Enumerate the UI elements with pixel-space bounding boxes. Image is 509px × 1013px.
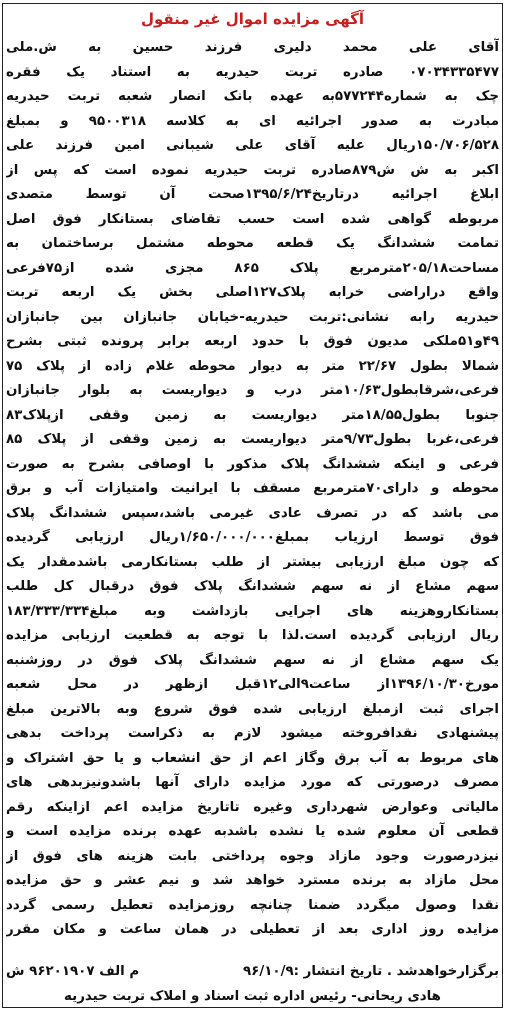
body-line: می باشد که در تصرف عادی غیرمی باشد،سپس ششدانگ پلاک [6, 505, 499, 521]
publish-date: تاریخ انتشار :۹۶/۱۰/۹ [243, 964, 383, 979]
body-line: فوق توسط ارزیاب بمبلغ۱/۶۵۰/۰۰۰/۰۰۰ریال ارزیابی گردیده [6, 530, 499, 545]
notice-body [6, 36, 499, 943]
body-line: بستانکاروهزینه های اجرایی بازداشت وبه مبلغ۱۸۳/۳۳۳/۳۳۴ [6, 603, 499, 619]
body-line: یک سهم مشاع از نه سهم ششدانگ پلاک فوق در روزشنبه [6, 652, 499, 668]
body-line: محوطه و دارای۷۰مترمربع مسقف با ایرانیت وامتیازات آب و برق [6, 481, 499, 496]
body-line: فرعی،غربا بطول۹/۷۳متر دیواریست به زمین وقفی از پلاک ۸۵ [6, 432, 499, 447]
body-line: سهم مشاع از نه سهم ششدانگ پلاک فوق درقبال کل طلب [6, 579, 499, 594]
body-line: مساحت۲۰۵/۱۸مترمربع پلاک ۸۶۵ مجزی شده از۷۵فرعی [6, 260, 499, 276]
body-line: نقدا وصول میگردد ضمنا چنانچه روزمزایده تعطیل رسمی گردد [6, 897, 499, 913]
body-line: مالیاتی وعوارض شهرداری وغیره تاتاریخ مزایده اعم ازاینکه رقم [6, 799, 499, 815]
body-line: ۴۹و۵۱ملکی مدیون فوق با حدود اربعه برابر پرونده ثبتی بشرح [6, 334, 499, 349]
body-line: ۱۵۰/۷۰۶/۵۲۸ریال علیه آقای علی شیبانی امین فرزند علی [6, 138, 499, 153]
body-line: فرعی،شرقابطول۱۰/۶۳متر درب و دیواریست به بلوار جانبازان [6, 383, 499, 398]
body-line: چک به شماره۵۷۷۲۴۴به عهده بانک انصار شعبه تربت حیدریه [6, 89, 499, 104]
body-line: پیشنهادی نقدافروخته میشود لازم به ذکراست پرداخت بدهی [6, 726, 499, 741]
body-line: تمامت ششدانگ یک قطعه محوطه مشتمل برساختمان به [6, 236, 499, 251]
closing-and-date [243, 960, 499, 984]
body-line: مورخ۱۳۹۶/۱۰/۳۰از ساعت۹الی۱۲قبل ازظهر در محل شعبه [6, 677, 499, 692]
body-line: اجرای ثبت ازمبلغ ارزیابی شده فوق شروع وبه بالاترین مبلغ [6, 701, 499, 717]
body-line: حیدریه رابه نشانی:تربت حیدریه-خیابان جانبازان بین جانبازان [6, 309, 499, 325]
body-line: ۰۷۰۳۴۳۳۵۴۷۷ صادره تربت حیدریه به استناد یک فقره [6, 64, 499, 80]
body-line: مبادرت به صدور اجرائیه ای به کلاسه ۹۵۰۰۳۱۸ و بمبلغ [6, 113, 499, 129]
body-line: شمالا بطول ۲۲/۶۷ متر به دیوار محوطه غلام زاده از پلاک ۷۵ [6, 358, 499, 374]
body-line: مصرف درصورتی که مورد مزایده دارای آنها باشدونیزبدهی های [6, 775, 499, 790]
body-line: اکبر به ش ش۸۷۹صادره تربت حیدریه نموده است که پس از [6, 162, 499, 178]
body-line: محل مازاد به برنده مسترد خواهد شد و نیم عشر و حق مزایده [6, 873, 499, 888]
body-line: مزایده روز اداری بعد از تعطیلی در همان ساعت و مکان مقرر [6, 922, 499, 937]
date-code-row [6, 960, 499, 984]
body-line: نیزدرصورت وجود مازاد وجوه پرداختی بابت هزینه های فوق از [6, 848, 499, 864]
body-line: جنوبا بطول۱۸/۵۵متر دیواریست به زمین وقفی ازپلاک۸۳ [6, 407, 499, 423]
body-line: قطعی آن معلوم شده یا نشده باشدبه عهده برنده مزایده است و [6, 824, 499, 839]
body-line: های مربوط به آب برق وگاز اعم از حق انشعاب و یا حق اشتراک و [6, 750, 499, 766]
body-line: فرعی و اینکه ششدانگ پلاک مذکور با اوصافی بشرح به صورت [6, 456, 499, 472]
body-line: واقع دراراضی خرابه پلاک۱۲۷اصلی بخش یک اربعه تربت [6, 285, 499, 300]
body-line: ریال ارزیابی گردیده است.لذا با توجه به قطعیت ارزیابی مزایده [6, 628, 499, 643]
body-line: ابلاغ اجرائیه درتاریخ۱۳۹۵/۶/۲۴صحت آن توسط متصدی [6, 187, 499, 202]
body-line: مربوطه گواهی شده است حسب تقاضای بستانکار فوق اصل [6, 211, 499, 227]
body-line: آقای علی محمد دلیری فرزند حسین به ش.ملی [6, 40, 499, 55]
notice-title: آگهی مزایده اموال غیر منقول [140, 10, 365, 28]
notice-code: م الف ۹۶۲۰۱۹۰۷ ش [6, 964, 140, 979]
signature: هادی ریحانی- رئیس اداره ثبت اسناد و املاک تربت حیدریه [64, 989, 441, 1004]
body-line: که چون مبلغ ارزیابی بیشتر از طلب بستانکارمی باشدمقدار یک [6, 554, 499, 570]
closing-text: برگزارخواهدشد . [386, 964, 499, 979]
